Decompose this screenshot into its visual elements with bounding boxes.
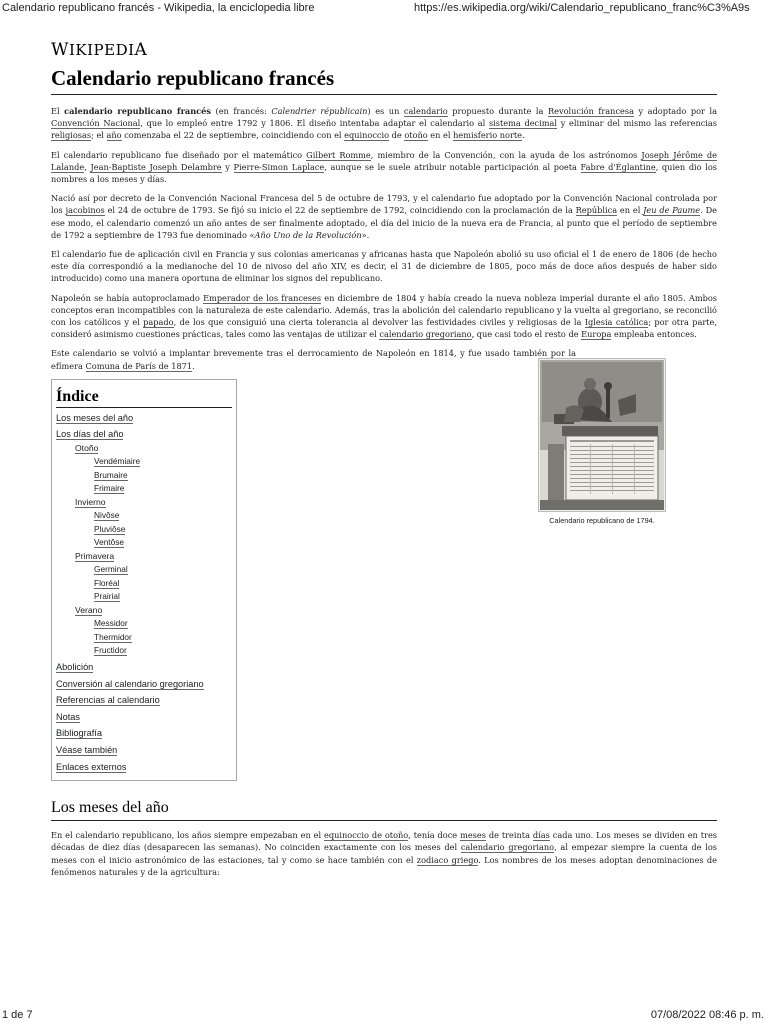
toc-item-label: Messidor [94,618,128,629]
toc-item-label: Véase también [56,744,118,755]
toc-item[interactable] [56,604,232,617]
wiki-link[interactable]: Europa [581,329,612,340]
wiki-link[interactable]: Pierre-Simon Laplace [233,161,325,172]
toc-item-label: Bibliografía [56,728,102,739]
wiki-link[interactable]: días [532,830,550,841]
text-run: El [51,106,65,116]
intro-paragraph [51,192,717,241]
text-run: . [192,360,195,371]
wiki-link[interactable]: Jean-Baptiste Joseph Delambre [90,161,222,172]
toc-list [56,412,232,774]
wiki-link[interactable]: hemisferio norte [453,130,522,141]
wiki-link[interactable]: religiosas [51,130,92,141]
toc-item-label: Otoño [75,443,99,454]
print-url: https://es.wikipedia.org/wiki/Calendario_republicano_franc%C3%A9s [414,2,750,14]
text-run: , que lo empleó entre 1792 y 1806. El diseño intentaba adaptar el calendario al [140,118,489,129]
toc-item-label: Fructidor [94,645,127,656]
toc-item[interactable] [56,727,232,741]
wiki-link[interactable]: año [106,130,122,141]
text-run: y adoptado por la [633,106,717,116]
toc-item[interactable] [56,694,232,708]
print-page-title: Calendario republicano francés - Wikipedia, la enciclopedia libre [2,2,315,14]
toc-item-label: Floréal [94,577,120,588]
toc-item-label: Notas [56,711,81,722]
toc-item[interactable] [56,442,232,455]
text-run: , miembro de la Convención, con la ayuda de los astrónomos [370,149,642,160]
toc-item-label: Enlaces externos [56,761,127,772]
wiki-link[interactable]: otoño [404,130,428,141]
intro-paragraph-restoration [51,347,576,371]
wiki-link[interactable]: calendario gregoriano [379,329,472,340]
text-run: Este calendario se volvió a implantar brevemente tras el derrocamiento de Napoleón en 1814, y fue usado también por la efímera [51,348,576,371]
toc-item-label: Frimaire [94,483,125,494]
text-run: ) es un [367,106,404,116]
wiki-link[interactable]: Comuna de París de 1871 [85,360,193,371]
toc-item[interactable] [56,509,232,523]
text-run: y eliminar del mismo las referencias [557,118,717,129]
toc-item[interactable] [56,412,232,426]
wiki-link[interactable]: equinoccio de otoño [324,830,409,841]
wiki-link[interactable]: Revolución francesa [547,106,634,116]
toc-item[interactable] [56,577,232,591]
text-run: El calendario republicano fue diseñado por el matemático [51,149,307,160]
toc-item[interactable] [56,744,232,758]
text-run: , tenía doce [408,830,461,841]
text-run: . Los nombres de los meses adoptan denominaciones de fenómenos naturales y de la agricultura: [51,854,717,877]
wiki-link[interactable]: calendario gregoriano [460,842,555,853]
toc-item[interactable] [56,523,232,537]
text-run: el 24 de octubre de 1793. Se fijó su inicio el 22 de septiembre de 1792, coincidiendo con la proclamación de la [104,205,576,216]
toc-item[interactable] [56,482,232,496]
text-run: Napoleón se había autoproclamado [51,292,204,303]
toc-item[interactable] [56,536,232,550]
wiki-link[interactable]: Jeu de Paume [643,205,701,216]
section-heading-meses: Los meses del año [51,799,717,821]
text-run: en el [617,205,644,216]
toc-item-label: Ventôse [94,537,124,548]
toc-item[interactable] [56,550,232,563]
intro-paragraph [51,248,717,285]
table-of-contents [51,379,237,781]
wiki-link[interactable]: Iglesia católica [584,317,649,328]
toc-item[interactable] [56,631,232,645]
toc-item-label: Brumaire [94,469,128,480]
text-run: (en francés: [210,106,272,116]
print-footer [0,1009,768,1023]
toc-item-label: Referencias al calendario [56,695,160,706]
toc-item-label: Los días del año [56,429,124,440]
italic-term: Calendrier républicain [271,106,368,116]
text-run: , al empezar siempre la cuenta de los meses con el inicio astronómico de las estaciones, tal y como se hace también con el [51,842,717,865]
wiki-link[interactable]: jacobinos [65,205,105,216]
wiki-link[interactable]: Fabre d'Églantine [580,161,656,172]
wiki-link[interactable]: Joseph Jérôme de Lalande [51,149,717,172]
text-run: de treinta [485,830,533,841]
toc-item-label: Thermidor [94,631,132,642]
print-header [0,2,768,16]
toc-item[interactable] [56,496,232,509]
toc-item-label: Abolición [56,661,94,672]
toc-item[interactable] [56,678,232,692]
toc-item-label: Pluviôse [94,523,126,534]
wikipedia-wordmark[interactable]: WIKIPEDIA [51,40,148,60]
text-run: cada uno. Los meses se dividen en tres décadas de diez días (desaparecen las semanas). No coinciden exactamente con los meses del [51,830,718,853]
wiki-link[interactable]: papado [143,317,174,328]
page-title: Calendario republicano francés [51,66,717,95]
wiki-link[interactable]: zodiaco griego [416,854,479,865]
intro-paragraph [51,292,717,341]
toc-item[interactable] [56,644,232,658]
text-run: ; el [91,130,107,141]
toc-item[interactable] [56,563,232,577]
text-run: , [84,161,91,172]
text-run: ». [361,229,370,240]
wiki-link[interactable]: meses [460,830,486,841]
text-run: , de los que consiguió una cierta tolerancia al devolver las festividades civiles y religiosas de la [173,317,585,328]
text-run: El calendario fue de aplicación civil en Francia y sus colonias americanas y africanas hasta que Napoleón abolió su uso oficial el 1 de enero de 1806 (de hecho este día correspondió a la medianoche del 10 de nivoso del año XIV, es decir, el 31 de diciembre de 1805, poco más de doce años después de haber sido introducido) como una manera oportuna de eliminar los signos del republicano. [51,249,717,284]
toc-item-label: Primavera [75,551,115,562]
toc-title: Índice [56,388,232,408]
section-paragraph-meses [51,829,717,878]
text-run: de [389,130,405,141]
italic-term: Año Uno de la Revolución [254,229,362,240]
text-run: y [221,161,234,172]
toc-item[interactable] [56,428,232,442]
infobox-image [538,358,666,525]
text-run: , que casi todo el resto de [471,329,582,340]
toc-item[interactable] [56,455,232,469]
bold-term: calendario republicano francés [64,106,211,116]
calendar-engraving-image[interactable] [538,358,666,512]
print-datetime: 07/08/2022 08:46 p. m. [650,1009,764,1021]
toc-item[interactable] [56,761,232,775]
wiki-link[interactable]: Gilbert Romme [306,149,371,160]
toc-item[interactable] [56,661,232,675]
text-run: en diciembre de 1804 y había creado la nueva nobleza imperial durante el año 1805. Ambos conceptos eran incompatibles con la naturaleza de este calendario. Además, tras la abolición del calendario republicano y la vuelta al gregoriano, se reconcilió con los católicos y el [51,292,717,328]
text-run: En el calendario republicano, los años siempre empezaban en el [51,830,325,841]
toc-item-label: Invierno [75,497,106,508]
wiki-link[interactable]: Convención Nacional [51,118,141,129]
text-run: propuesto durante la [447,106,548,116]
intro-paragraph [51,149,717,186]
toc-item[interactable] [56,590,232,604]
text-run: empleaba entonces. [611,329,697,340]
toc-item-label: Conversión al calendario gregoriano [56,678,204,689]
wiki-link[interactable]: equinoccio [344,130,390,141]
text-run: , quien dio los nombres a los meses y días. [51,161,717,185]
text-run: Nació así por decreto de la Convención Nacional Francesa del 5 de octubre de 1793, y el calendario fue adoptado por la Convención Nacional controlada por los [51,193,717,216]
wiki-link[interactable]: sistema decimal [488,118,558,129]
toc-item[interactable] [56,617,232,631]
toc-item[interactable] [56,469,232,483]
toc-item-label: Germinal [94,564,128,575]
wiki-link[interactable]: República [575,205,618,216]
page-counter: 1 de 7 [2,1009,33,1021]
toc-item-label: Los meses del año [56,412,134,423]
wiki-link[interactable]: calendario [403,106,448,116]
image-caption: Calendario republicano de 1794. [549,516,655,525]
toc-item-label: Vendémiaire [94,456,141,467]
text-run: comenzaba el 22 de septiembre, coincidiendo con el [121,130,345,141]
text-run: . De ese modo, el calendario comenzó un año antes de ser finalmente adoptado, el día del inicio de la nueva era de Francia, al punto que el período de septiembre de 1792 a septiembre de 1793 fue denominado « [51,205,717,240]
intro-paragraphs [51,105,717,340]
toc-item[interactable] [56,711,232,725]
toc-item-label: Nivôse [94,510,120,521]
intro-paragraph [51,105,717,142]
engraving-illustration [540,360,664,510]
text-run: ; por otra parte, consideró asimismo cuestiones prácticas, tales como las ventajas de utilizar el [51,317,717,340]
text-run: . [522,130,525,141]
toc-item-label: Prairial [94,591,120,602]
text-run: en el [427,130,454,141]
wiki-link[interactable]: Emperador de los franceses [203,292,322,303]
toc-item-label: Verano [75,605,103,615]
text-run: , aunque se le suele atribuir notable participación al poeta [324,161,581,172]
